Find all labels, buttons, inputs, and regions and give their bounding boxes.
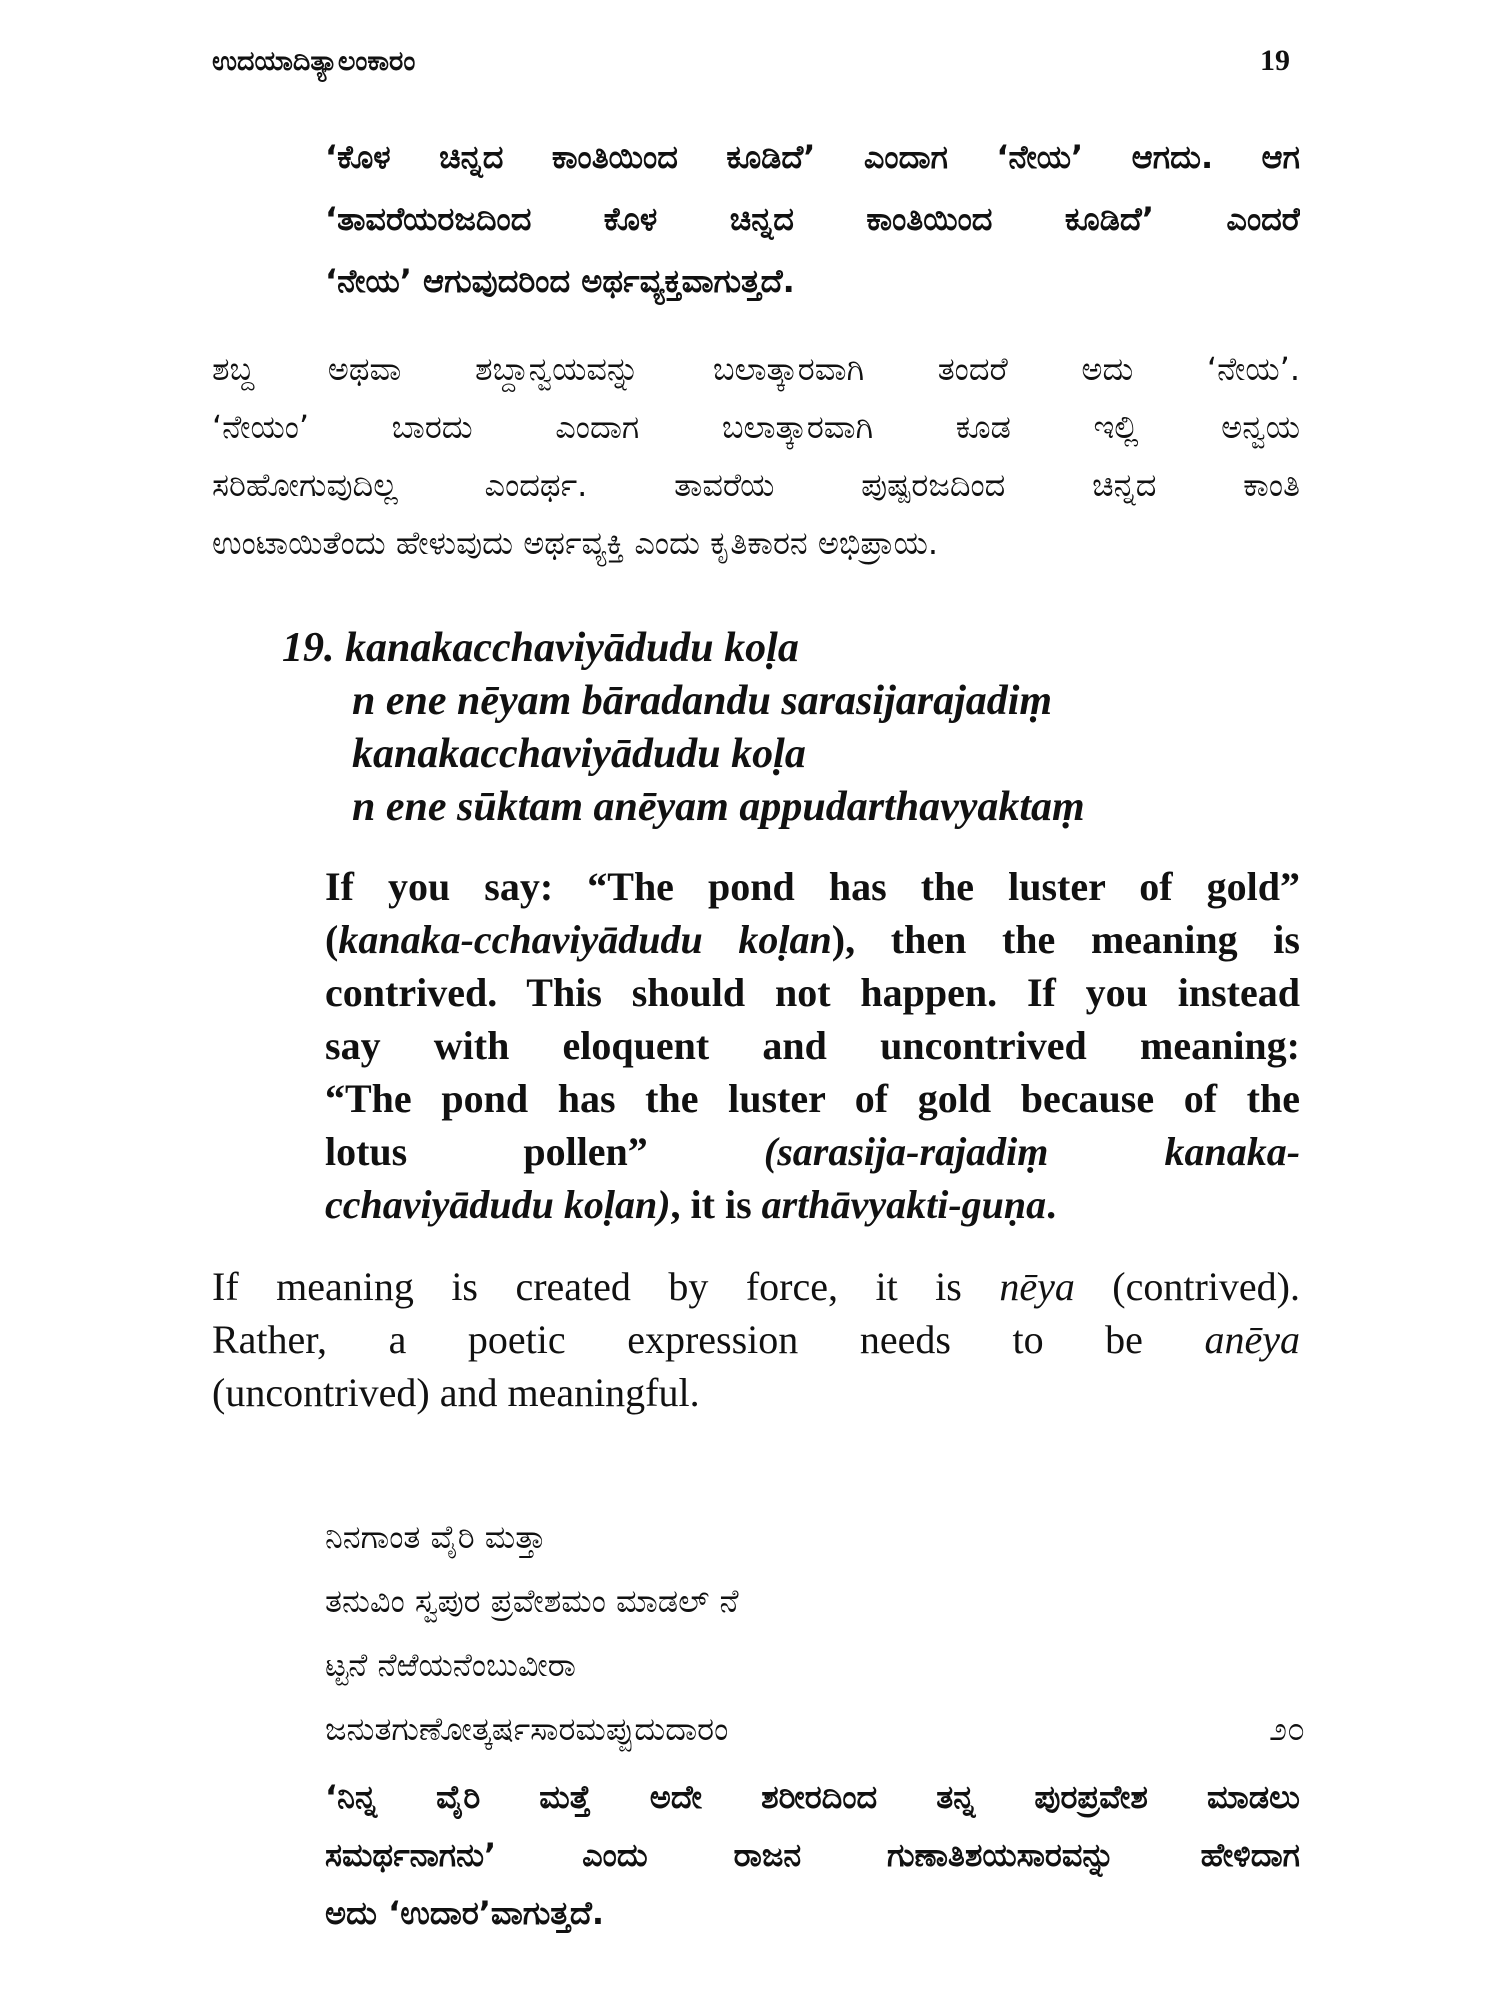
text-line: contrived. This should not happen. If you instead [325, 970, 1300, 1015]
verse-19-translation [325, 860, 1300, 1231]
verse-line: ಟ್ಟನೆ ನೆಱೆಯನೆಂಬುವೀರಾ [325, 1646, 576, 1684]
text-line: ‘ನೇಯಂ’ ಬಾರದು ಎಂದಾಗ ಬಲಾತ್ಕಾರವಾಗಿ ಕೂಡ ಇಲ್ಲಿ ಅನ್ವಯ [212, 408, 1300, 446]
text-line: ‘ತಾವರೆಯರಜದಿಂದ ಕೊಳ ಚಿನ್ನದ ಕಾಂತಿಯಿಂದ ಕೂಡಿದೆ’ ಎಂದರೆ [325, 200, 1300, 238]
text-line: cchaviyādudu koḷan), it is arthāvyakti-guṇa. [325, 1182, 1057, 1227]
verse-line: ನಿನಗಾಂತ ವೈರಿ ಮತ್ತಾ [325, 1518, 547, 1556]
italic-term: nēya [999, 1264, 1075, 1309]
text-line: If meaning is created by force, it is nēya (contrived). [212, 1264, 1300, 1309]
text-line: say with eloquent and uncontrived meaning: [325, 1023, 1300, 1068]
text-line: (kanaka-cchaviyādudu koḷan), then the meaning is [325, 917, 1300, 962]
text-line: lotus pollen” (sarasija-rajadiṃ kanaka- [325, 1129, 1300, 1174]
text-line: ‘ನೇಯ’ ಆಗುವುದರಿಂದ ಅರ್ಥವ್ಯಕ್ತವಾಗುತ್ತದೆ. [325, 262, 795, 300]
commentary-note [212, 1260, 1300, 1419]
text-line: ಉಂಟಾಯಿತೆಂದು ಹೇಳುವುದು ಅರ್ಥವ್ಯಕ್ತಿ ಎಂದು ಕೃತಿಕಾರನ ಅಭಿಪ್ರಾಯ. [212, 524, 939, 562]
text-line: ‘ನಿನ್ನ ವೈರಿ ಮತ್ತೆ ಅದೇ ಶರೀರದಿಂದ ತನ್ನ ಪುರಪ್ರವೇಶ ಮಾಡಲು [325, 1778, 1300, 1816]
verse-line: ಜನುತಗುಣೋತ್ಕರ್ಷಸಾರಮಪ್ಪುದುದಾರಂ ೨೦ [325, 1697, 1305, 1761]
kannada-quote-2 [325, 1768, 1300, 1942]
italic-term: arthāvyakti-guṇa [761, 1182, 1047, 1227]
italic-term: kanaka-cchaviyādudu koḷan [338, 917, 832, 962]
text-line: (uncontrived) and meaningful. [212, 1370, 700, 1415]
page-number: 19 [1260, 44, 1290, 77]
text-line: “The pond has the luster of gold because of the [325, 1076, 1300, 1121]
italic-term: kanaka- [1164, 1129, 1300, 1174]
verse-line: ತನುವಿಂ ಸ್ವಪುರ ಪ್ರವೇಶಮಂ ಮಾಡಲ್ ನೆ [325, 1582, 739, 1620]
kannada-quote-1 [325, 126, 1300, 312]
verse-line: kanakacchaviyādudu koḷa [352, 731, 806, 777]
verse-line: n ene nēyam bāradandu sarasijarajadiṃ [352, 678, 1053, 724]
kannada-explanation [212, 340, 1300, 572]
text-line: ಶಬ್ದ ಅಥವಾ ಶಬ್ದಾನ್ವಯವನ್ನು ಬಲಾತ್ಕಾರವಾಗಿ ತಂದರೆ ಅದು ‘ನೇಯ’. [212, 350, 1300, 388]
text-line: ಅದು ‘ಉದಾರ’ವಾಗುತ್ತದೆ. [325, 1894, 605, 1932]
running-title: ಉದಯಾದಿತ್ಯಾಲಂಕಾರಂ [212, 46, 416, 77]
verse-number: ೨೦ [1269, 1710, 1305, 1748]
text-line: ‘ಕೊಳ ಚಿನ್ನದ ಕಾಂತಿಯಿಂದ ಕೂಡಿದೆ’ ಎಂದಾಗ ‘ನೇಯ’ ಆಗದು. ಆಗ [325, 138, 1300, 176]
italic-term: (sarasija-rajadiṃ [763, 1129, 1049, 1174]
verse-line: 19. kanakacchaviyādudu koḷa [282, 625, 799, 671]
text-line: ಸಮರ್ಥನಾಗನು’ ಎಂದು ರಾಜನ ಗುಣಾತಿಶಯಸಾರವನ್ನು ಹೇಳಿದಾಗ [325, 1836, 1300, 1874]
text-line: ಸರಿಹೋಗುವುದಿಲ್ಲ ಎಂದರ್ಥ. ತಾವರೆಯ ಪುಷ್ಪರಜದಿಂದ ಚಿನ್ನದ ಕಾಂತಿ [212, 466, 1300, 504]
text-line: Rather, a poetic expression needs to be anēya [212, 1317, 1300, 1362]
text-line: If you say: “The pond has the luster of gold” [325, 864, 1300, 909]
italic-term: anēya [1204, 1317, 1300, 1362]
verse-19-transliteration [282, 622, 1302, 834]
italic-term: cchaviyādudu koḷan) [325, 1182, 671, 1227]
kannada-verse-20 [325, 1505, 1305, 1761]
verse-line: n ene sūktam anēyam appudarthavyaktaṃ [352, 784, 1085, 830]
